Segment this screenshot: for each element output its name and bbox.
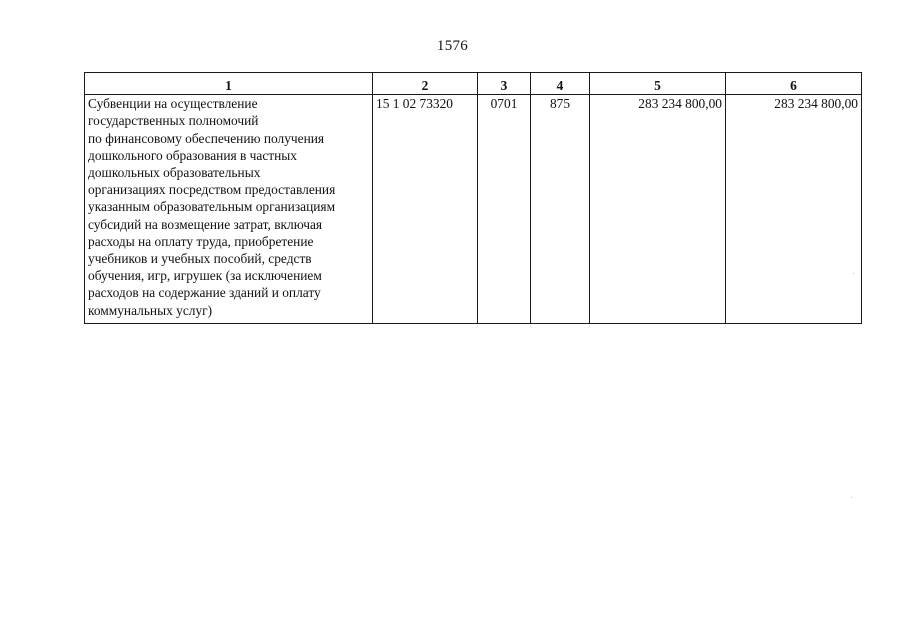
table-row [85,95,862,324]
column-header-1: 1 [85,73,373,95]
table-header [85,73,862,95]
header-row [85,73,862,95]
cell-amount-1: 283 234 800,00 [590,95,726,324]
cell-name: Субвенции на осуществление государственных полномочий по финансовому обеспечению получения дошкольного образования в частных дошкольных образовательных организациях посредством предоставления указанным образовательным организациям субсидий на возмещение затрат, включая расходы на оплату труда, приобретение учебников и учебных пособий, средств обучения, игр, игрушек (за исключением расходов на содержание зданий и оплату коммунальных услуг) [85,95,373,324]
column-header-3: 3 [478,73,531,95]
cell-target-code: 15 1 02 73320 [373,95,478,324]
column-header-2: 2 [373,73,478,95]
budget-table [84,72,862,324]
cell-amount-2: 283 234 800,00 [726,95,862,324]
scan-speck [853,273,854,274]
column-header-6: 6 [726,73,862,95]
page-number: 1576 [436,38,469,54]
scan-speck [851,497,852,498]
cell-expense-type: 875 [531,95,590,324]
column-header-4: 4 [531,73,590,95]
table-body [85,95,862,324]
cell-section: 0701 [478,95,531,324]
column-header-5: 5 [590,73,726,95]
